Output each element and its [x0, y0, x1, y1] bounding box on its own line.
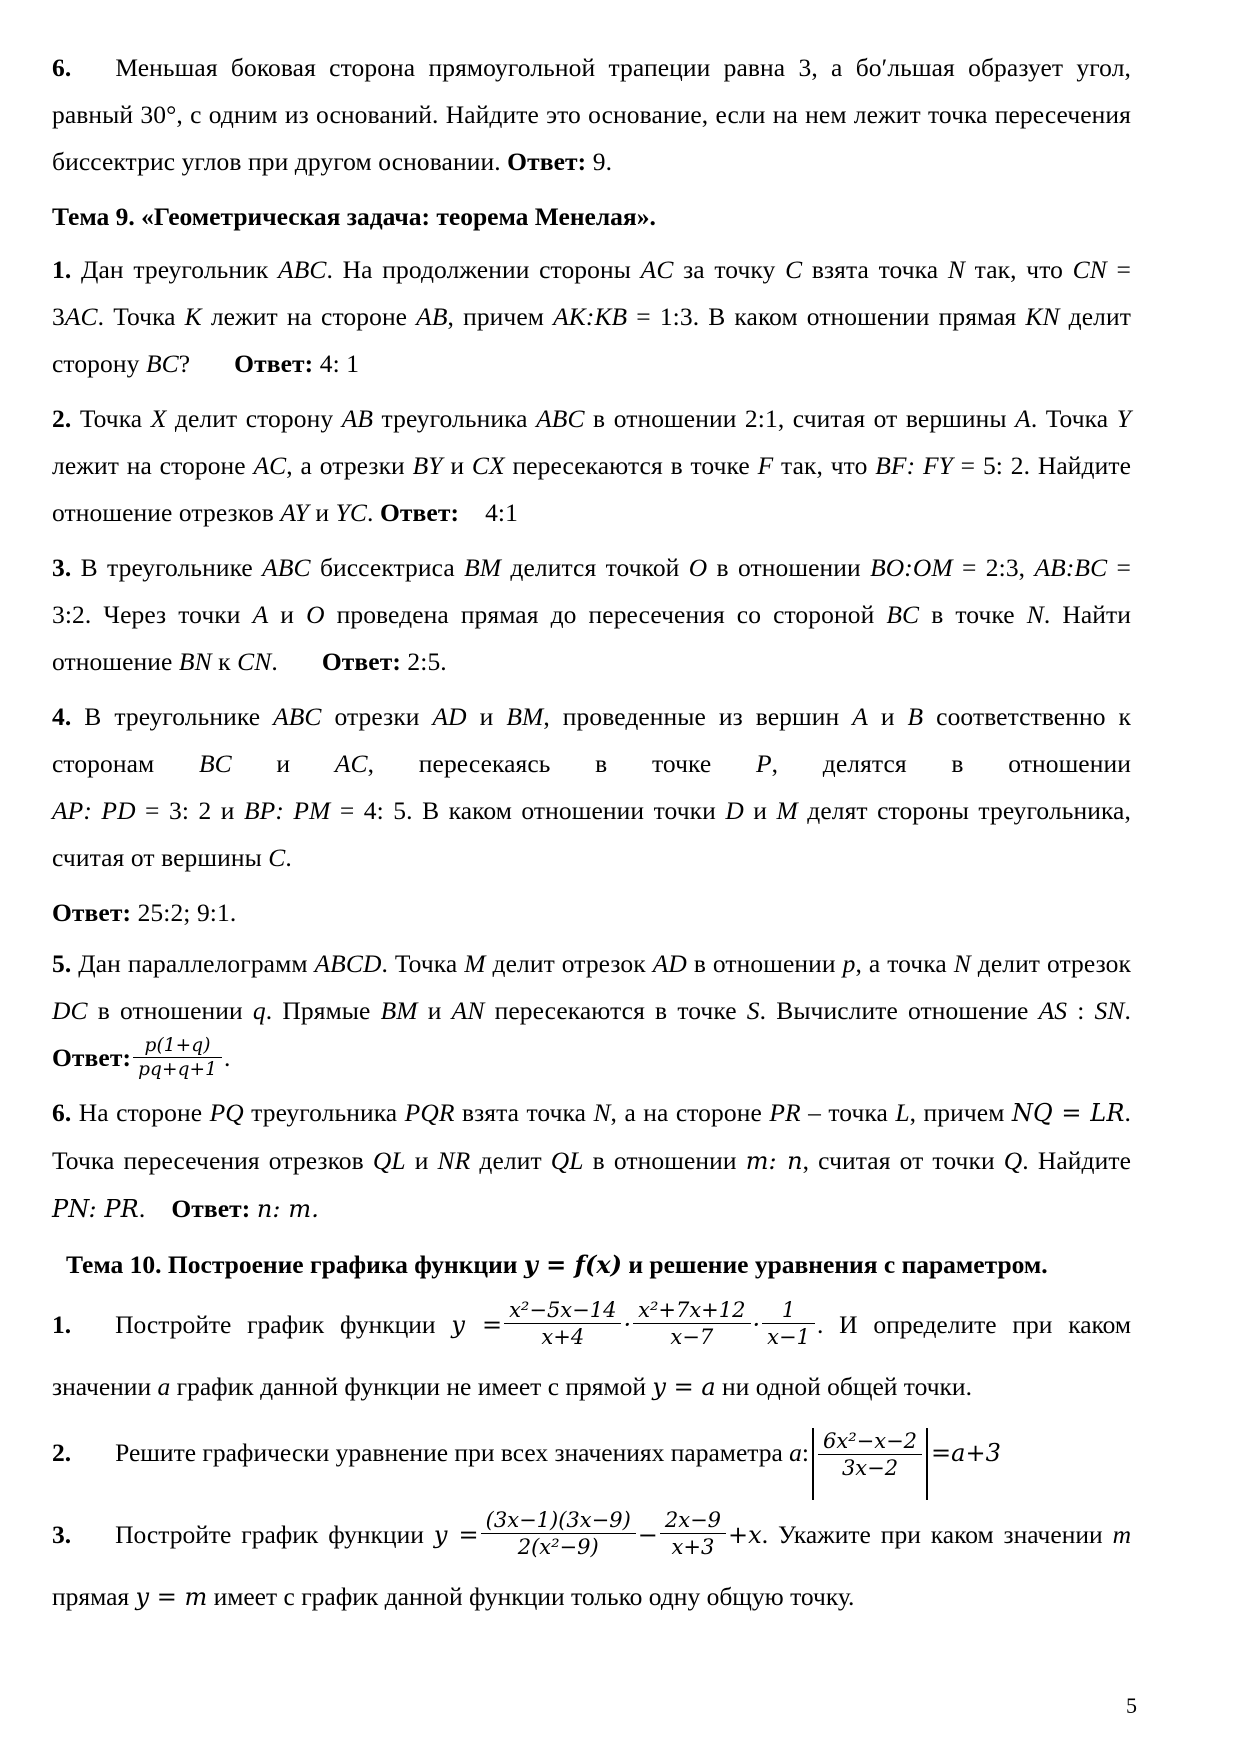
- text-run: взята точка: [454, 1098, 594, 1127]
- math-variable: PR: [769, 1098, 801, 1127]
- math-variable: AK:KB: [553, 302, 628, 331]
- answer-label: Ответ:: [52, 1043, 132, 1072]
- math-variable: K: [184, 302, 202, 331]
- math-variable: BN: [178, 647, 212, 676]
- topic9-problem-3: [52, 544, 1131, 685]
- math-expression: y = m: [135, 1583, 208, 1612]
- math-variable: ABC: [273, 702, 322, 731]
- answer-label: Ответ:: [507, 147, 587, 176]
- problem-6-previous: [52, 44, 1131, 185]
- answer-value: 2:5.: [407, 647, 447, 676]
- text-run: .: [1124, 996, 1131, 1025]
- heading-formula: y = f(x): [523, 1250, 622, 1279]
- text-run: . Точка: [97, 302, 185, 331]
- math-variable: AC: [253, 451, 287, 480]
- math-variable: AC: [334, 749, 368, 778]
- text-run: проведена прямая до пересечения со стороной: [324, 600, 887, 629]
- fraction-numerator: p(1+q): [133, 1036, 222, 1058]
- text-run: , проведенные из вершин: [543, 702, 853, 731]
- text-run: .: [271, 647, 278, 676]
- heading-text: и решение уравнения с параметром.: [621, 1250, 1048, 1279]
- text-run: Постройте график функции: [115, 1520, 434, 1550]
- multiply-dot: ·: [623, 1311, 632, 1339]
- text-run: треугольника: [373, 404, 537, 433]
- text-run: , причем: [909, 1098, 1012, 1127]
- math-variable: A: [252, 600, 269, 629]
- math-variable: O: [306, 600, 325, 629]
- topic10-problem-3: [52, 1504, 1131, 1628]
- absolute-value-bars: [812, 1428, 928, 1500]
- text-run: так, что: [773, 451, 876, 480]
- text-run: = 1:3. В каком отношении прямая: [627, 302, 1026, 331]
- text-run: отрезки: [321, 702, 433, 731]
- problem-number: 6.: [52, 53, 72, 82]
- text-run: – точка: [800, 1098, 896, 1127]
- text-run: . Точка: [1030, 404, 1117, 433]
- topic9-problem-4: [52, 693, 1131, 881]
- text-run: = 4: 5. В каком отношении точки: [330, 796, 726, 825]
- fraction-numerator: 1: [762, 1299, 815, 1324]
- topic9-problem-6: [52, 1089, 1131, 1233]
- text-run: = 3:2. Через точки: [52, 553, 1131, 629]
- answer-label: Ответ:: [52, 898, 132, 927]
- text-run: делит отрезок: [970, 949, 1131, 978]
- math-variable: N: [953, 949, 971, 978]
- math-variable: BF: FY: [875, 451, 953, 480]
- answer-label: Ответ:: [380, 498, 460, 527]
- math-variable: AD: [652, 949, 687, 978]
- math-variable: a: [157, 1372, 171, 1401]
- text-run: и: [405, 1146, 438, 1175]
- text-run: делят стороны треугольника, считая от вершины: [52, 796, 1131, 872]
- formula-fraction-3: [762, 1299, 815, 1348]
- fraction-numerator: x²+7x+12: [633, 1299, 750, 1324]
- math-variable: PQ: [209, 1098, 244, 1127]
- answer-value: 25:2; 9:1.: [137, 898, 237, 927]
- problem-text: Меньшая боковая сторона прямоугольной трапеции равна 3, а боʹльшая образует угол, равный 30°, с одним из оснований. Найдите это основание, если на нем лежит точка пересечения биссектрис углов при другом основании.: [52, 53, 1131, 176]
- topic10-problem-1: [52, 1294, 1131, 1418]
- text-run: = 5: 2. Найдите отношение отрезков: [52, 451, 1132, 527]
- answer-value: n: m.: [256, 1195, 319, 1223]
- text-run: и: [743, 796, 777, 825]
- math-variable: A: [852, 702, 868, 731]
- fraction-numerator: (3x−1)(3x−9): [481, 1509, 636, 1534]
- equals-sign: =: [931, 1439, 952, 1467]
- math-variable: AB: [416, 302, 448, 331]
- answer-value: 9.: [592, 147, 613, 176]
- topic-10-heading: [52, 1241, 1131, 1288]
- fraction-numerator: 6x²−x−2: [818, 1430, 922, 1455]
- answer-label: Ответ:: [321, 647, 401, 676]
- text-run: .: [367, 498, 374, 527]
- text-run: . Найдите: [1022, 1146, 1131, 1175]
- answer-value: 4:1: [485, 498, 518, 527]
- text-run: лежит на стороне: [52, 451, 254, 480]
- fraction-numerator: x²−5x−14: [504, 1299, 621, 1324]
- text-run: :: [801, 1438, 810, 1467]
- multiply-dot: ·: [752, 1311, 761, 1339]
- answer-label: Ответ:: [171, 1194, 251, 1223]
- math-variable: BY: [412, 451, 443, 480]
- text-run: ?: [178, 349, 191, 378]
- page-number: 5: [1126, 1693, 1137, 1718]
- text-run: , делятся в отношении: [771, 749, 1131, 778]
- text-run: В треугольнике: [84, 702, 274, 731]
- text-run: , а точка: [855, 949, 954, 978]
- math-variable: AP: PD: [52, 796, 136, 825]
- math-variable: S: [746, 996, 760, 1025]
- text-run: . Прямые: [265, 996, 381, 1025]
- text-run: к: [211, 647, 238, 676]
- math-variable: ABC: [262, 553, 311, 582]
- text-run: и: [268, 600, 307, 629]
- text-run: делит отрезок: [485, 949, 653, 978]
- math-variable: M: [776, 796, 798, 825]
- fraction-denominator: x+3: [671, 1534, 715, 1559]
- minus-sign: −: [637, 1521, 658, 1550]
- problem-number: 5.: [52, 949, 72, 978]
- fraction-denominator: x+4: [541, 1324, 585, 1349]
- text-run: Дан параллелограмм: [78, 949, 315, 978]
- math-variable: AC: [64, 302, 98, 331]
- problem-number: 1.: [52, 1310, 72, 1339]
- math-variable: M: [464, 949, 486, 978]
- text-run: , пересекаясь в точке: [367, 749, 756, 778]
- math-variable: AN: [451, 996, 485, 1025]
- text-run: = 2:3,: [952, 553, 1035, 582]
- text-run: Точка: [79, 404, 151, 433]
- topic9-problem-5: [52, 940, 1131, 1081]
- text-run: . Точка: [381, 949, 465, 978]
- math-variable: a: [789, 1438, 802, 1467]
- text-run: = 3: [52, 255, 1132, 331]
- math-variable: CN: [237, 647, 272, 676]
- text-run: , считая от точки: [802, 1146, 1004, 1175]
- text-run: и: [867, 702, 908, 731]
- math-variable: KN: [1025, 302, 1060, 331]
- problem-number: 1.: [52, 255, 72, 284]
- math-variable: p: [842, 949, 856, 978]
- math-variable: BC: [886, 600, 920, 629]
- math-variable: ABCD: [314, 949, 382, 978]
- math-expression: y = a: [652, 1373, 716, 1401]
- math-variable: m: [1112, 1520, 1131, 1550]
- text-run: = 3: 2 и: [135, 796, 244, 825]
- math-variable: P: [755, 749, 772, 778]
- fraction-denominator: x−1: [767, 1324, 810, 1349]
- text-run: .: [138, 1194, 146, 1223]
- text-run: взята точка: [802, 255, 948, 284]
- math-variable: AB: [341, 404, 374, 433]
- text-run: прямая: [52, 1582, 136, 1612]
- math-variable: BP: PM: [243, 796, 331, 825]
- math-variable: DC: [52, 996, 88, 1025]
- text-run: Постройте график функции: [115, 1310, 452, 1339]
- formula-rhs: a+3: [951, 1439, 1001, 1467]
- text-run: делится точкой: [501, 553, 689, 582]
- text-run: . Вычислите отношение: [759, 996, 1039, 1025]
- text-run: делит: [470, 1146, 551, 1175]
- text-run: .: [285, 843, 292, 872]
- text-run: и: [466, 702, 507, 731]
- text-run: . Укажите при каком значении: [761, 1520, 1113, 1550]
- formula-lhs: y =: [451, 1311, 503, 1339]
- fraction-denominator: 2(x²−9): [517, 1534, 599, 1559]
- text-run: . Найти отношение: [52, 600, 1131, 676]
- formula-fraction-1: [481, 1509, 636, 1558]
- math-variable: BM: [464, 553, 502, 582]
- topic10-problem-2: [52, 1422, 1131, 1500]
- text-run: ни одной общей точки.: [715, 1372, 972, 1401]
- math-variable: CX: [471, 451, 505, 480]
- problem-number: 4.: [52, 702, 72, 731]
- math-expression: m: n: [745, 1147, 803, 1175]
- math-variable: AB:BC: [1034, 553, 1108, 582]
- text-run: треугольника: [243, 1098, 405, 1127]
- text-run: Решите графически уравнение при всех значениях параметра: [115, 1438, 790, 1467]
- answer-fraction: [133, 1036, 222, 1080]
- text-run: , а на стороне: [610, 1098, 770, 1127]
- formula-fraction-1: [504, 1299, 621, 1348]
- text-run: в отношении: [583, 1146, 746, 1175]
- text-run: В треугольнике: [80, 553, 263, 582]
- formula-lhs: y =: [433, 1521, 479, 1550]
- math-variable: C: [268, 843, 286, 872]
- math-variable: BC: [198, 749, 232, 778]
- text-run: в отношении 2:1, считая от вершины: [584, 404, 1016, 433]
- math-variable: YC: [335, 498, 368, 527]
- math-variable: QL: [372, 1146, 406, 1175]
- math-variable: q: [252, 996, 266, 1025]
- text-run: в отношении: [686, 949, 843, 978]
- problem-number: 2.: [52, 1438, 72, 1467]
- text-run: делит сторону: [52, 302, 1131, 378]
- text-run: и: [308, 498, 336, 527]
- problem-number: 2.: [52, 404, 72, 433]
- math-variable: Q: [1003, 1146, 1023, 1175]
- text-run: , причем: [447, 302, 554, 331]
- plus-sign: +: [728, 1521, 749, 1550]
- math-variable: PQR: [404, 1098, 455, 1127]
- fraction-denominator: pq+q+1: [138, 1059, 217, 1081]
- text-run: :: [1067, 996, 1095, 1025]
- math-variable: O: [688, 553, 708, 582]
- text-run: соответственно к сторонам: [52, 702, 1132, 778]
- math-expression: NQ = LR: [1011, 1099, 1125, 1127]
- math-variable: A: [1015, 404, 1031, 433]
- math-variable: NR: [437, 1146, 471, 1175]
- math-variable: CN: [1072, 255, 1107, 284]
- text-run: биссектриса: [310, 553, 465, 582]
- topic9-problem-4-answer: [52, 889, 1131, 936]
- problem-number: 6.: [52, 1098, 72, 1127]
- answer-label: Ответ:: [234, 349, 314, 378]
- text-run: и: [231, 749, 335, 778]
- fraction-numerator: 2x−9: [660, 1509, 726, 1534]
- text-run: так, что: [964, 255, 1073, 284]
- math-variable: AS: [1038, 996, 1068, 1025]
- heading-text: Тема 10. Построение графика функции: [66, 1250, 524, 1279]
- text-run: Дан треугольник: [81, 255, 279, 284]
- text-run: пересекаются в точке: [484, 996, 747, 1025]
- text-run: пересекаются в точке: [504, 451, 758, 480]
- text-run: в точке: [919, 600, 1027, 629]
- math-variable: C: [785, 255, 803, 284]
- math-variable: N: [593, 1098, 611, 1127]
- text-run: , а отрезки: [286, 451, 413, 480]
- math-variable: BM: [506, 702, 544, 731]
- math-variable: N: [947, 255, 965, 284]
- text-run: и: [417, 996, 452, 1025]
- math-variable: BO:OM: [870, 553, 953, 582]
- math-variable: B: [907, 702, 924, 731]
- text-run: . На продолжении стороны: [326, 255, 641, 284]
- fraction-denominator: x−7: [670, 1324, 714, 1349]
- answer-value: 4: 1: [319, 349, 360, 378]
- math-variable: SN: [1094, 996, 1125, 1025]
- math-variable: QL: [550, 1146, 584, 1175]
- text-run: график данной функции не имеет с прямой: [170, 1372, 653, 1401]
- math-variable: BM: [380, 996, 418, 1025]
- formula-fraction-2: [660, 1509, 726, 1558]
- text-run: На стороне: [78, 1098, 210, 1127]
- math-variable: N: [1026, 600, 1044, 629]
- math-variable: X: [150, 404, 167, 433]
- problem-number: 3.: [52, 553, 72, 582]
- text-run: . И определите при каком значении: [52, 1310, 1132, 1401]
- math-variable: ABC: [278, 255, 327, 284]
- fraction-denominator: 3x−2: [841, 1456, 899, 1481]
- formula-tail: x: [748, 1521, 762, 1550]
- math-variable: AY: [280, 498, 309, 527]
- math-variable: AC: [640, 255, 674, 284]
- text-run: в отношении: [707, 553, 871, 582]
- answer-tail: .: [223, 1043, 231, 1072]
- formula-fraction-2: [633, 1299, 750, 1348]
- math-variable: F: [757, 451, 774, 480]
- math-variable: BC: [145, 349, 179, 378]
- math-variable: AD: [432, 702, 467, 731]
- text-run: делит сторону: [166, 404, 342, 433]
- math-variable: L: [895, 1098, 910, 1127]
- topic9-problem-2: [52, 395, 1131, 536]
- topic9-problem-1: [52, 246, 1131, 387]
- problem-number: 3.: [52, 1520, 72, 1550]
- text-run: за точку: [673, 255, 786, 284]
- text-run: лежит на стороне: [201, 302, 417, 331]
- text-run: имеет с график данной функции только одну общую точку.: [207, 1582, 855, 1612]
- text-run: и: [442, 451, 472, 480]
- math-variable: D: [725, 796, 744, 825]
- topic-9-heading: Тема 9. «Геометрическая задача: теорема Менелая».: [52, 202, 656, 231]
- text-run: . Точка пересечения отрезков: [52, 1098, 1131, 1175]
- math-expression: PN: PR: [52, 1195, 139, 1223]
- math-variable: ABC: [536, 404, 585, 433]
- formula-fraction-abs: [818, 1430, 922, 1479]
- math-variable: Y: [1116, 404, 1131, 433]
- text-run: в отношении: [87, 996, 253, 1025]
